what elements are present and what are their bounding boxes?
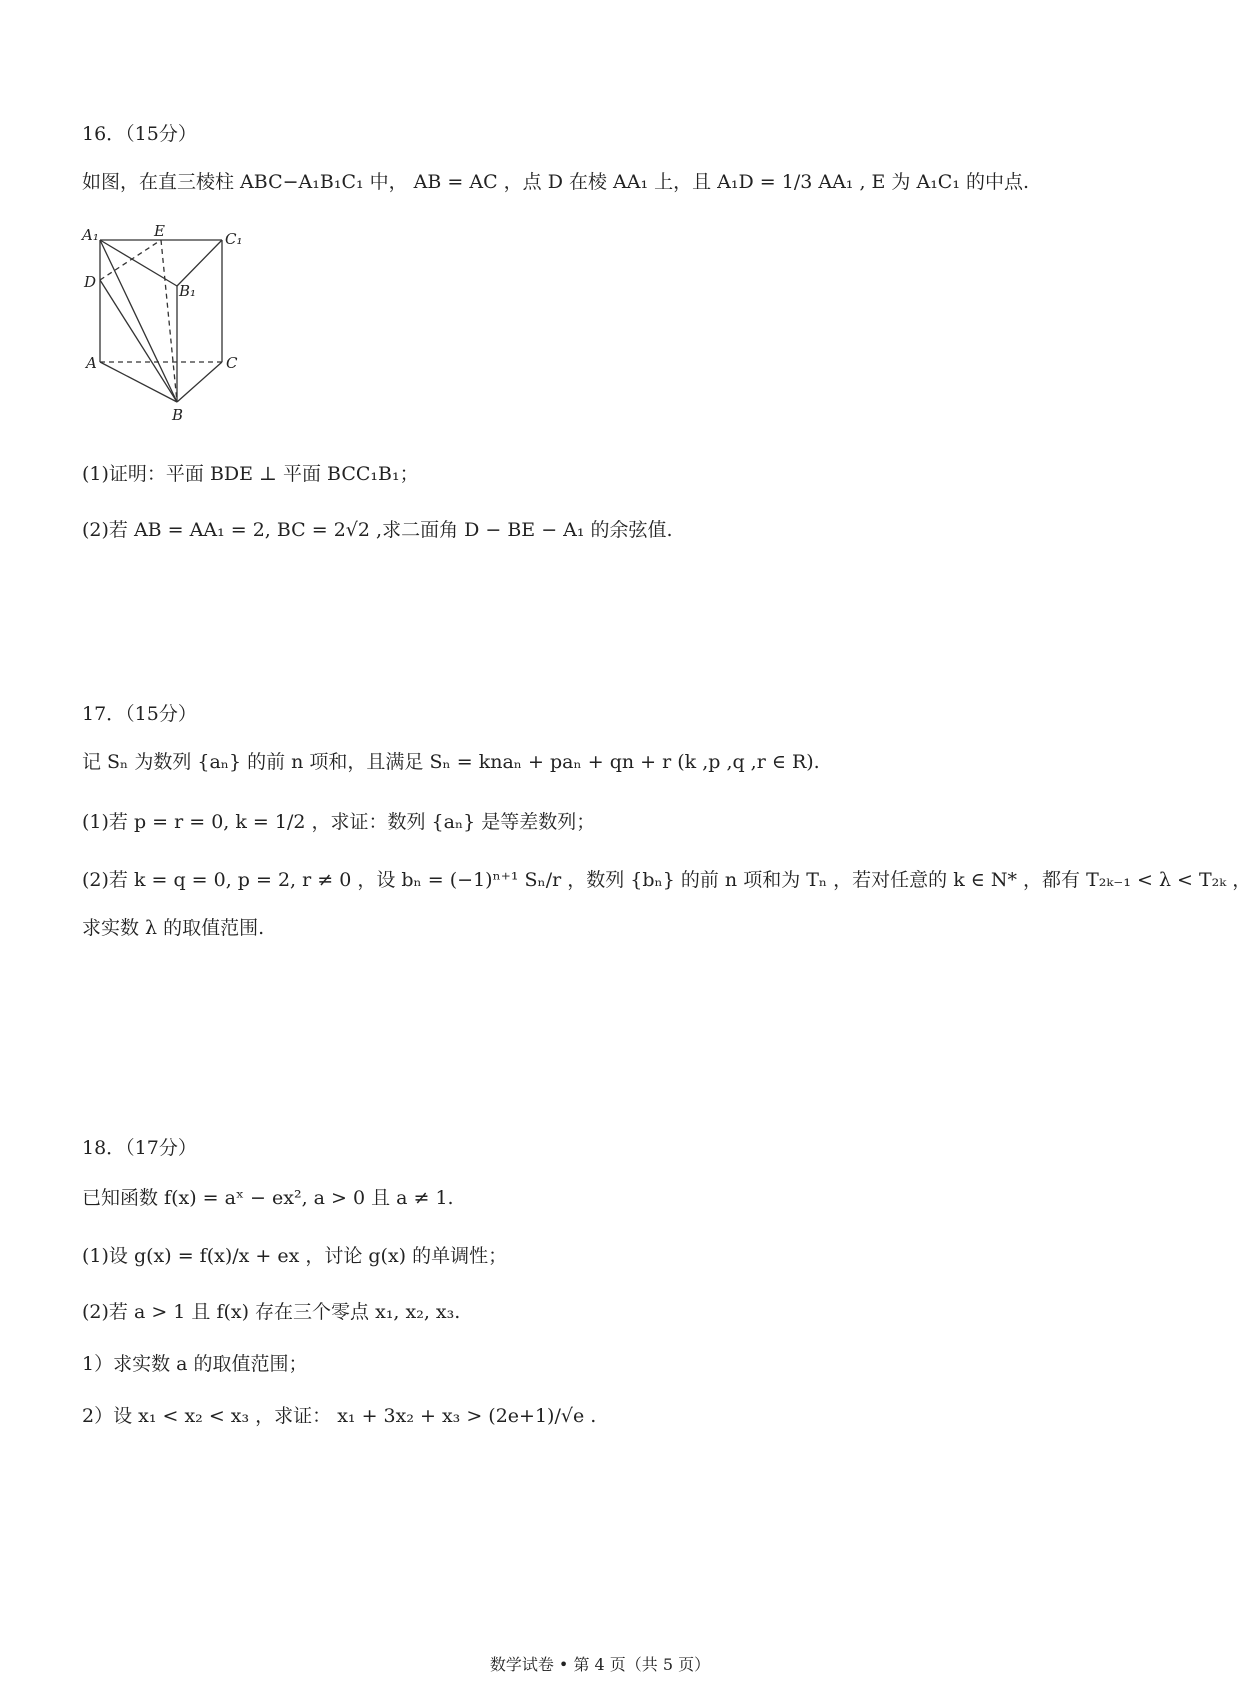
problem-16-part-2: (2)若 AB = AA₁ = 2, BC = 2√2 ,求二面角 D − BE − A₁ 的余弦值. [82, 519, 673, 541]
label-e: E [154, 222, 165, 240]
label-d: D [84, 273, 97, 291]
label-b1: B₁ [179, 282, 197, 300]
problem-17-part-2: (2)若 k = q = 0, p = 2, r ≠ 0 ，设 bₙ = (−1)ⁿ⁺¹ Sₙ/r ，数列 {bₙ} 的前 n 项和为 Tₙ ，若对任意的 k ∈ N* ，都有 T₂ₖ₋₁ < λ < T₂ₖ ， [82, 869, 1251, 891]
problem-17-header: 17．（15分） [82, 703, 197, 725]
problem-18-part-2-sub-2: 2）设 x₁ < x₂ < x₃ ，求证： x₁ + 3x₂ + x₃ > (2e+1)/√e . [82, 1405, 597, 1427]
problem-17-stem: 记 Sₙ 为数列 {aₙ} 的前 n 项和，且满足 Sₙ = knaₙ + paₙ + qn + r (k ,p ,q ,r ∈ R). [82, 751, 820, 773]
label-a1: A₁ [82, 226, 99, 244]
segment-eb-hidden [161, 240, 177, 402]
problem-18-stem: 已知函数 f(x) = aˣ − ex², a > 0 且 a ≠ 1. [82, 1187, 454, 1209]
problem-17-part-2-cont: 求实数 λ 的取值范围. [82, 917, 265, 939]
label-c1: C₁ [225, 230, 243, 248]
edge-ab [100, 362, 177, 402]
label-a: A [86, 354, 97, 372]
segment-db [100, 280, 177, 402]
edge-b1c1 [177, 240, 222, 286]
problem-18-part-2-sub-1: 1）求实数 a 的取值范围； [82, 1353, 308, 1375]
problem-16-header: 16．（15分） [82, 123, 197, 145]
label-c: C [226, 354, 238, 372]
problem-17-part-1: (1)若 p = r = 0, k = 1/2 ，求证：数列 {aₙ} 是等差数列； [82, 811, 596, 833]
prism-diagram [82, 222, 292, 452]
problem-16-part-1: (1)证明：平面 BDE ⊥ 平面 BCC₁B₁； [82, 463, 419, 485]
label-b: B [172, 406, 184, 424]
page-footer: 数学试卷 • 第 4 页（共 5 页） [489, 1655, 711, 1674]
edge-bc [177, 362, 222, 402]
problem-18-part-1: (1)设 g(x) = f(x)/x + ex ，讨论 g(x) 的单调性； [82, 1245, 508, 1267]
problem-18-header: 18．（17分） [82, 1137, 197, 1159]
problem-18-part-2: (2)若 a > 1 且 f(x) 存在三个零点 x₁, x₂, x₃. [82, 1301, 461, 1323]
problem-16-stem: 如图，在直三棱柱 ABC−A₁B₁C₁ 中， AB = AC ，点 D 在棱 AA₁ 上，且 A₁D = 1/3 AA₁ , E 为 A₁C₁ 的中点. [82, 171, 1030, 193]
segment-a1b [100, 240, 177, 402]
prism-figure [82, 222, 292, 452]
